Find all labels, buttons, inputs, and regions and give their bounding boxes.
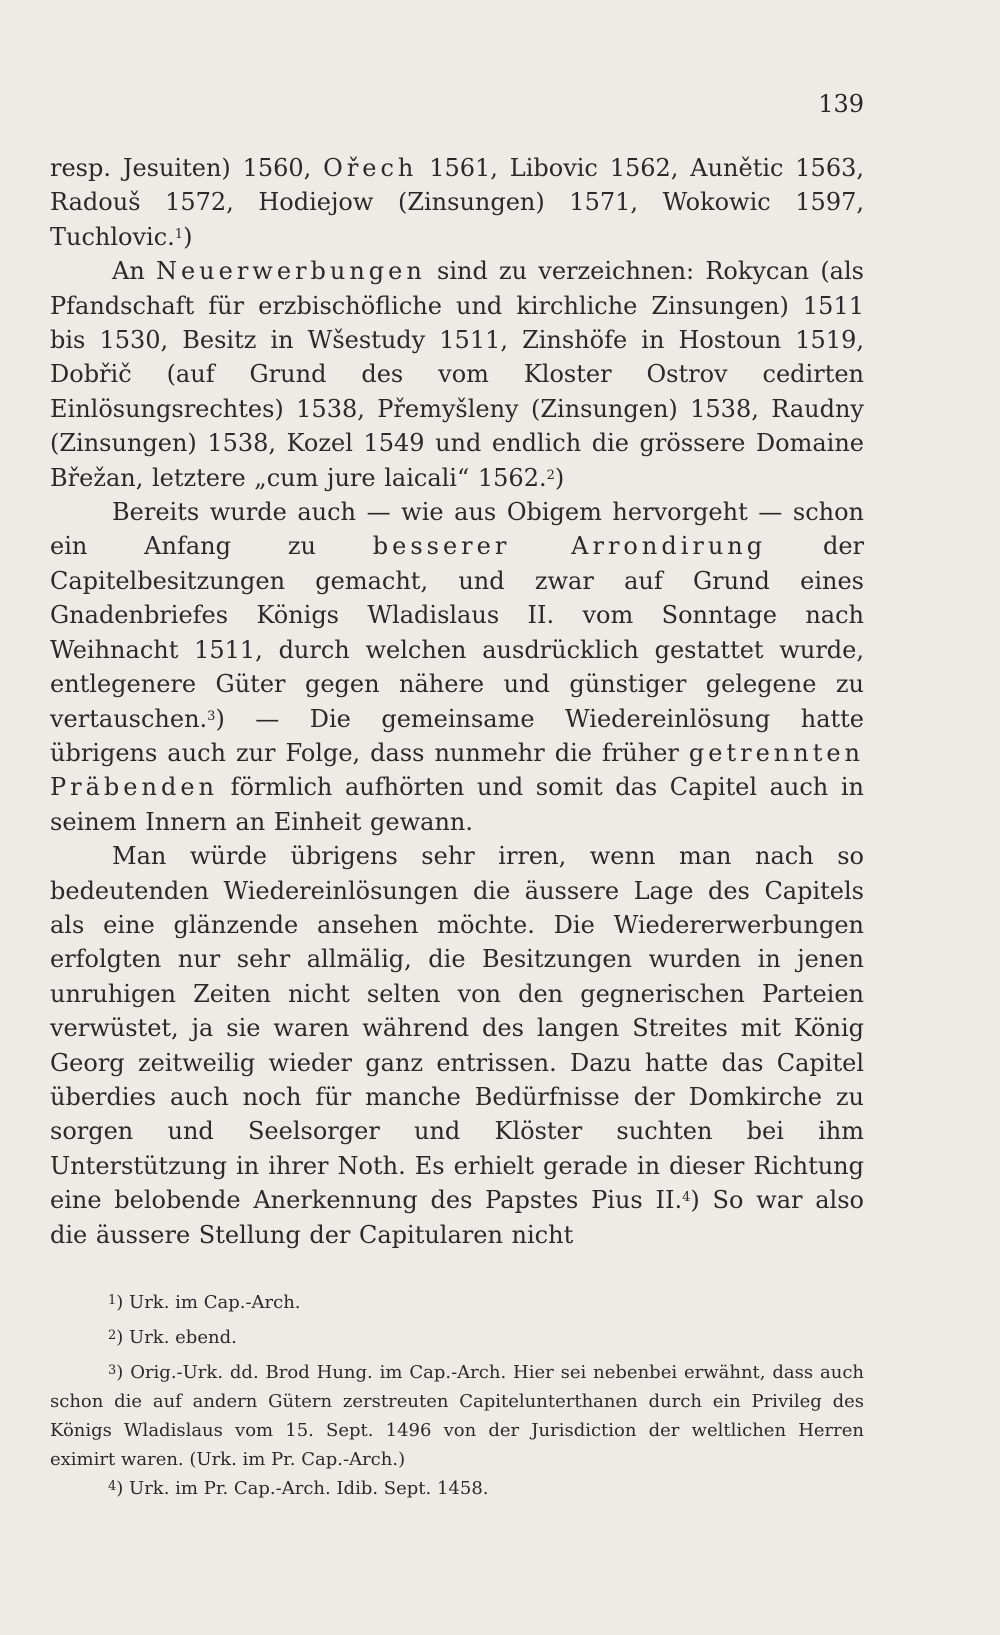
footnote-marker: 2	[546, 467, 555, 483]
footnote-number: 1	[108, 1293, 117, 1308]
footnote-paren: )	[116, 1327, 130, 1348]
footnote	[50, 1358, 864, 1474]
text-run: )	[183, 222, 193, 251]
text-run: Man würde übrigens sehr irren, wenn man nach so bedeutenden Wiedereinlösungen die äussere Lage des Capitels als eine glänzende ansehen möchte. Die Wiedererwerbungen erfolgten nur sehr allmälig, die Besitzungen wurden in jenen unruhigen Zeiten nicht selten von den gegnerischen Parteien verwüstet, ja sie waren während des langen Streites mit König Georg zeitweilig wieder ganz entrissen. Dazu hatte das Capitel überdies auch noch für manche Bedürfnisse der Domkirche zu sorgen und Seelsorger und Klöster suchten bei ihm Unterstützung in ihrer Noth. Es erhielt gerade in dieser Richtung eine belobende Anerkennung des Papstes Pius II.	[50, 842, 864, 1215]
footnote	[50, 1323, 864, 1352]
footnote-text: Urk. im Cap.-Arch.	[129, 1292, 301, 1313]
paragraph	[50, 839, 864, 1252]
footnote-marker: 4	[682, 1190, 691, 1206]
body-text	[50, 151, 864, 1252]
footnote-paren: )	[116, 1362, 131, 1383]
text-run: resp. Jesuiten) 1560,	[50, 154, 324, 182]
spaced-emphasis: Neuerwerbungen	[155, 257, 426, 286]
text-run: 1561, Libovic 1562, Aunětic 1563, Radouš 1572, Hodiejow (Zinsungen) 1571, Wokowic 1597, Tuchlovic.	[50, 154, 864, 251]
text-run: An	[112, 257, 156, 286]
footnote-number: 4	[108, 1479, 117, 1494]
page-number: 139	[818, 90, 864, 118]
text-run: der Capitelbesitzungen gemacht, und zwar auf Grund eines Gnadenbriefes Königs Wladislaus II. vom Sonntage nach Weihnacht 1511, durch welchen ausdrücklich gestattet wurde, entlegenere Güter gegen nähere und günstiger gelegene zu vertauschen.	[50, 532, 865, 733]
footnote-paren: )	[116, 1292, 130, 1313]
text-run: ) — Die gemeinsame Wiedereinlösung hatte übrigens auch zur Folge, dass nunmehr die früher	[50, 704, 864, 767]
footnotes	[50, 1288, 864, 1503]
footnote-number: 3	[108, 1363, 117, 1378]
footnote-text: Orig.-Urk. dd. Brod Hung. im Cap.-Arch. Hier sei nebenbei erwähnt, dass auch schon die auf andern Gütern zerstreuten Capitelunterthanen durch ein Privileg des Königs Wladislaus vom 15. Sept. 1496 von der Jurisdiction der weltlichen Herren eximirt waren. (Urk. im Pr. Cap.-Arch.)	[50, 1362, 864, 1470]
spaced-emphasis: Ořech	[323, 154, 418, 182]
paragraph	[50, 495, 864, 839]
footnote-number: 2	[108, 1328, 117, 1343]
footnote-paren: )	[116, 1478, 130, 1499]
footnote-marker: 3	[207, 708, 216, 724]
text-run: sind zu verzeichnen: Rokycan (als Pfandschaft für erzbischöfliche und kirchliche Zinsungen) 1511 bis 1530, Besitz in Wšestudy 1511, Zinshöfe in Hostoun 1519, Dobřič (auf Grund des vom Kloster Ostrov cedirten Einlösungsrechtes) 1538, Přemyšleny (Zinsungen) 1538, Raudny (Zinsungen) 1538, Kozel 1549 und endlich die grössere Domaine Břežan, letztere „cum jure laicali“ 1562.	[50, 257, 864, 492]
text-run: )	[554, 463, 565, 492]
text-run: förmlich aufhörten und somit das Capitel auch in seinem Innern an Einheit gewann.	[50, 773, 864, 836]
spaced-emphasis: besserer Arrondirung	[372, 532, 767, 561]
paragraph	[50, 151, 864, 254]
footnote	[50, 1288, 864, 1317]
text-run: ) So war also die äussere Stellung der Capitularen nicht	[50, 1186, 864, 1249]
spaced-emphasis: getrennten Präbenden	[50, 738, 864, 802]
text-run: Bereits wurde auch — wie aus Obigem hervorgeht — schon ein Anfang zu	[50, 498, 864, 561]
footnote-text: Urk. im Pr. Cap.-Arch. Idib. Sept. 1458.	[129, 1478, 489, 1499]
footnote	[50, 1474, 864, 1503]
footnote-marker: 1	[174, 226, 184, 242]
paragraph	[50, 254, 864, 495]
footnote-text: Urk. ebend.	[129, 1327, 237, 1348]
